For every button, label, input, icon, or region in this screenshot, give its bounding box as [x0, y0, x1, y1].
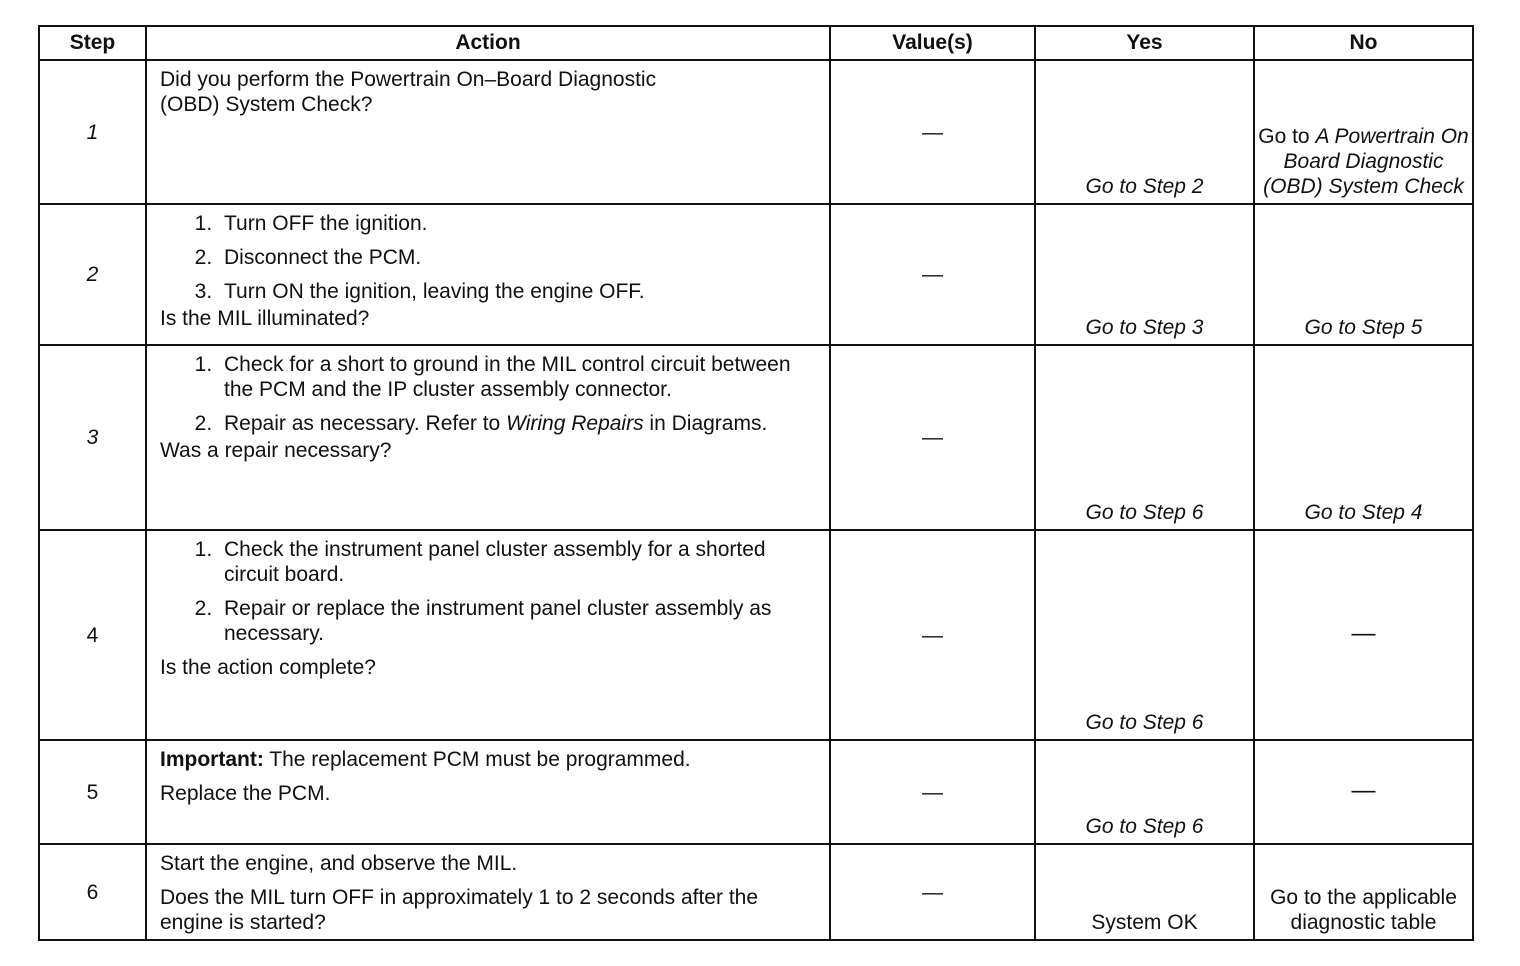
action-question: Does the MIL turn OFF in approximately 1 to 2 seconds after the engine is started?	[160, 886, 759, 934]
step-number: 4	[39, 530, 146, 740]
table-row	[39, 530, 1473, 740]
action-cell	[146, 740, 830, 844]
no-link[interactable]: Go to Step 4	[1254, 345, 1473, 530]
step-number: 6	[39, 844, 146, 940]
step-text: in Diagrams.	[643, 412, 768, 435]
value-cell: —	[830, 345, 1035, 530]
yes-link[interactable]: Go to Step 2	[1035, 60, 1254, 204]
action-cell	[146, 844, 830, 940]
yes-link[interactable]: Go to Step 6	[1035, 740, 1254, 844]
step-number: 3	[39, 345, 146, 530]
value-cell: —	[830, 844, 1035, 940]
action-steps	[160, 211, 817, 306]
header-yes: Yes	[1035, 26, 1254, 60]
step-text: Repair as necessary. Refer to	[224, 412, 507, 435]
table-row	[39, 204, 1473, 345]
header-no: No	[1254, 26, 1473, 60]
action-steps	[160, 352, 817, 438]
action-question: Is the action complete?	[160, 656, 376, 679]
table-row	[39, 844, 1473, 940]
no-link[interactable]: Go to the applicable diagnostic table	[1254, 844, 1473, 940]
wiring-repairs-reference: Wiring Repairs	[506, 412, 644, 435]
value-cell: —	[830, 204, 1035, 345]
step-number: 1	[39, 60, 146, 204]
action-text: Replace the PCM.	[160, 782, 331, 805]
no-prefix: Go to	[1258, 125, 1316, 148]
action-text: Start the engine, and observe the MIL.	[160, 852, 518, 875]
important-text: The replacement PCM must be programmed.	[263, 748, 691, 771]
header-step: Step	[39, 26, 146, 60]
system-ok-result: System OK	[1035, 844, 1254, 940]
action-step-item: 1. Turn OFF the ignition.	[218, 211, 817, 236]
action-step-item: 1. Check for a short to ground in the MIL control circuit between the PCM and the IP cluster assembly connector.	[218, 352, 817, 402]
value-cell: —	[830, 530, 1035, 740]
action-question: Is the MIL illuminated?	[160, 307, 370, 330]
important-label: Important:	[160, 748, 264, 771]
action-cell	[146, 345, 830, 530]
table-row	[39, 345, 1473, 530]
step-number: 2	[39, 204, 146, 345]
no-reference: A Powertrain On Board Diagnostic (OBD) System Check	[1263, 125, 1469, 198]
action-step-item: 1. Check the instrument panel cluster assembly for a shorted circuit board.	[218, 537, 817, 587]
table-row	[39, 740, 1473, 844]
action-step-item: 2. Disconnect the PCM.	[218, 245, 817, 270]
action-cell	[146, 204, 830, 345]
action-question: Was a repair necessary?	[160, 439, 392, 462]
yes-link[interactable]: Go to Step 3	[1035, 204, 1254, 345]
yes-link[interactable]: Go to Step 6	[1035, 345, 1254, 530]
no-link[interactable]	[1254, 60, 1473, 204]
step-number: 5	[39, 740, 146, 844]
action-steps	[160, 537, 817, 655]
value-cell: —	[830, 60, 1035, 204]
value-cell: —	[830, 740, 1035, 844]
action-step-item: 3. Turn ON the ignition, leaving the engine OFF.	[218, 279, 817, 304]
action-step-item: 2. Repair or replace the instrument panel cluster assembly as necessary.	[218, 596, 817, 646]
action-cell	[146, 530, 830, 740]
header-action: Action	[146, 26, 830, 60]
action-step-item	[218, 411, 817, 436]
important-note	[160, 747, 817, 772]
header-values: Value(s)	[830, 26, 1035, 60]
no-value: —	[1254, 740, 1473, 844]
action-question: Did you perform the Powertrain On–Board Diagnostic (OBD) System Check?	[160, 68, 657, 116]
diagnostic-table	[38, 25, 1474, 941]
no-value: —	[1254, 530, 1473, 740]
header-row	[39, 26, 1473, 60]
no-link[interactable]: Go to Step 5	[1254, 204, 1473, 345]
action-cell	[146, 60, 830, 204]
table-row	[39, 60, 1473, 204]
yes-link[interactable]: Go to Step 6	[1035, 530, 1254, 740]
